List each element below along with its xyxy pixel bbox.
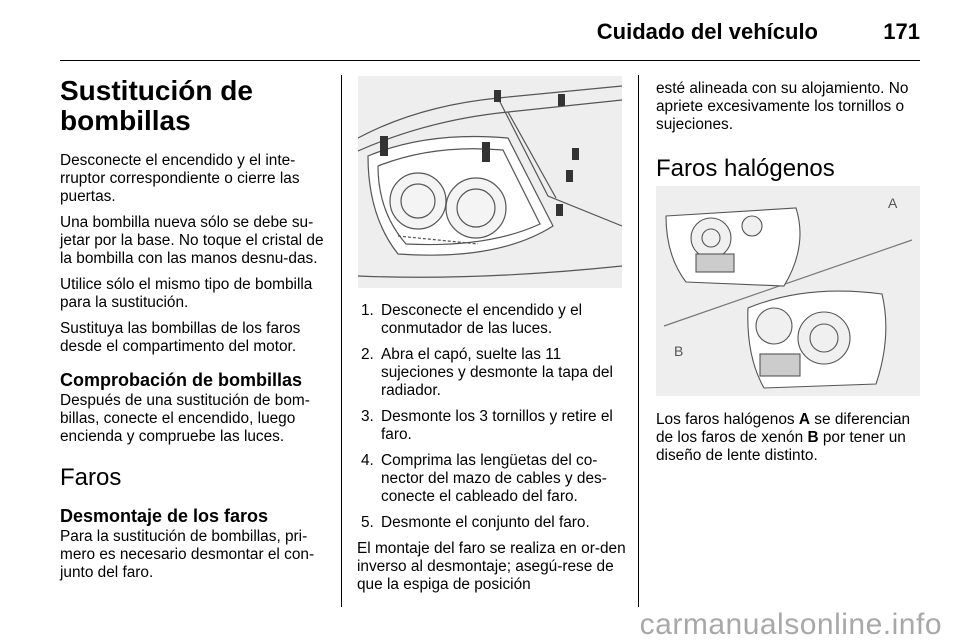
- headlight-removal-illustration: [358, 76, 622, 288]
- list-item: 1. Desconecte el encendido y el conmutador de las luces.: [361, 302, 583, 337]
- image-label-b: B: [674, 343, 684, 359]
- alignment-text: esté alineada con su alojamiento. No apriete excesivamente los tornillos o sujeciones.: [656, 80, 909, 133]
- page-header-title: Cuidado del vehículo: [596, 19, 818, 44]
- halogen-vs-xenon-illustration: [656, 186, 920, 396]
- section-title: [60, 76, 328, 136]
- column-divider-right: [638, 75, 639, 607]
- halogen-caption: Los faros halógenos A se diferencian de los faros de xenón B por tener un diseño de lente distinto.: [656, 411, 911, 464]
- caption-label-a: A: [798, 411, 811, 428]
- halogen-headlights-heading: Faros halógenos: [656, 155, 835, 182]
- paragraph-ignition: Desconecte el encendido y el inte-rruptor correspondiente o cierre las puertas.: [60, 152, 300, 205]
- check-bulbs-heading: Comprobación de bombillas: [60, 370, 303, 390]
- left-column: [60, 76, 328, 590]
- section-title-line2: bombillas: [60, 105, 191, 136]
- check-bulbs-text: Después de una sustitución de bom-billas, conecte el encendido, luego encienda y compruebe las luces.: [60, 392, 310, 445]
- reassembly-text: El montaje del faro se realiza en or-den inverso al desmontaje; asegú-rese de que la espiga de posición: [357, 540, 626, 593]
- middle-column: [357, 302, 627, 602]
- section-title-line1: Sustitución de: [60, 75, 253, 106]
- paragraph-new-bulb: Una bombilla nueva sólo se debe su-jetar por la base. No toque el cristal de la bombilla con las manos desnu-das.: [60, 214, 324, 267]
- column-divider-left: [341, 75, 342, 607]
- list-item: 5. Desmonte el conjunto del faro.: [361, 514, 590, 531]
- header-divider: [60, 60, 920, 61]
- headlight-removal-text: Para la sustitución de bombillas, pri-mero es necesario desmontar el con-junto del faro.: [60, 528, 315, 581]
- list-item: 3. Desmonte los 3 tornillos y retire el faro.: [361, 408, 613, 443]
- paragraph-engine-compartment: Sustituya las bombillas de los faros desde el compartimento del motor.: [60, 320, 301, 355]
- right-column: [656, 80, 924, 198]
- page-number: 171: [883, 19, 920, 44]
- removal-steps-list: [357, 302, 627, 532]
- image-label-a: A: [888, 195, 898, 211]
- paragraph-same-type: Utilice sólo el mismo tipo de bombilla para la sustitución.: [60, 276, 313, 311]
- headlight-removal-heading: Desmontaje de los faros: [60, 506, 269, 526]
- site-watermark: carmanualsonline.info: [639, 608, 942, 641]
- caption-label-b: B: [807, 429, 819, 446]
- list-item: 2. Abra el capó, suelte las 11 sujeciones y desmonte la tapa del radiador.: [361, 346, 613, 399]
- headlights-heading: Faros: [60, 464, 122, 491]
- list-item: 4. Comprima las lengüetas del co-nector del mazo de cables y des-conecte el cableado del faro.: [361, 452, 607, 505]
